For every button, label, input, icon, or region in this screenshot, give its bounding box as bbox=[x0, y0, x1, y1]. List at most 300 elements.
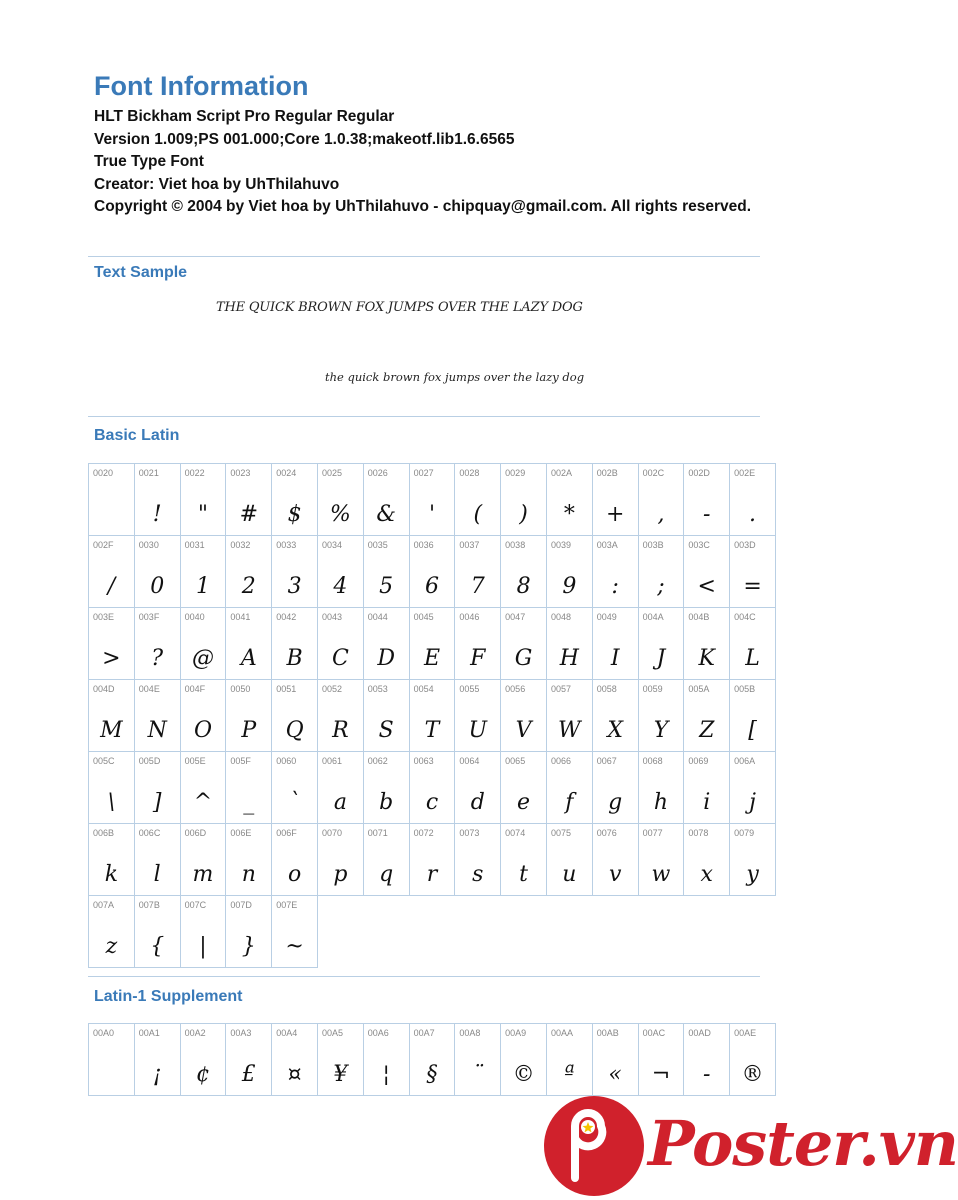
glyph-char: m bbox=[192, 862, 214, 887]
glyph-char: O bbox=[193, 718, 213, 743]
glyph-cell bbox=[180, 824, 226, 896]
glyph-code: 0071 bbox=[367, 828, 388, 838]
glyph-code: 005B bbox=[734, 684, 756, 694]
grid-row bbox=[89, 1024, 776, 1096]
glyph-code: 003F bbox=[138, 612, 160, 622]
glyph-code: 0051 bbox=[276, 684, 297, 694]
glyph-cell bbox=[272, 608, 318, 680]
glyph-cell bbox=[684, 464, 730, 536]
glyph-code: 0040 bbox=[184, 612, 205, 622]
glyph-char: i bbox=[703, 790, 711, 815]
glyph-code: 0060 bbox=[276, 756, 297, 766]
grid-row bbox=[89, 896, 776, 968]
glyph-cell bbox=[89, 536, 135, 608]
glyph-cell bbox=[134, 824, 180, 896]
glyph-char: Q bbox=[285, 718, 304, 743]
glyph-code: 0041 bbox=[230, 612, 251, 622]
glyph-code: 0022 bbox=[184, 468, 205, 478]
glyph-code: 0070 bbox=[321, 828, 343, 838]
glyph-char: 4 bbox=[333, 574, 348, 599]
basic-latin-grid bbox=[88, 463, 776, 968]
glyph-char: ¥ bbox=[333, 1062, 348, 1087]
glyph-code: 0055 bbox=[459, 684, 480, 694]
glyph-cell bbox=[180, 1024, 226, 1096]
glyph-cell bbox=[546, 680, 592, 752]
glyph-code: 002C bbox=[642, 468, 665, 478]
font-version: Version 1.009;PS 001.000;Core 1.0.38;makeotf.lib1.6.6565 bbox=[94, 130, 515, 148]
glyph-cell bbox=[317, 464, 363, 536]
glyph-char: s bbox=[472, 862, 484, 887]
glyph-code: 0065 bbox=[505, 756, 526, 766]
glyph-code: 006C bbox=[138, 828, 161, 838]
glyph-code: 0031 bbox=[184, 540, 205, 550]
glyph-char: [ bbox=[748, 718, 757, 743]
glyph-cell bbox=[363, 608, 409, 680]
glyph-cell bbox=[455, 824, 501, 896]
glyph-cell bbox=[592, 824, 638, 896]
divider bbox=[88, 256, 760, 257]
glyph-char: { bbox=[150, 934, 165, 959]
glyph-cell bbox=[638, 824, 684, 896]
glyph-cell bbox=[546, 752, 592, 824]
glyph-char: © bbox=[512, 1062, 535, 1087]
glyph-cell bbox=[546, 608, 592, 680]
empty-cell bbox=[684, 896, 730, 968]
glyph-code: 0039 bbox=[550, 540, 571, 550]
glyph-code: 004C bbox=[734, 612, 756, 622]
glyph-cell bbox=[409, 680, 455, 752]
glyph-char: 0 bbox=[150, 574, 165, 599]
glyph-cell bbox=[501, 536, 547, 608]
glyph-char: T bbox=[424, 718, 440, 743]
glyph-char: h bbox=[653, 790, 669, 815]
glyph-cell bbox=[180, 896, 226, 968]
glyph-cell bbox=[226, 1024, 272, 1096]
glyph-cell bbox=[317, 608, 363, 680]
glyph-cell bbox=[592, 536, 638, 608]
glyph-code: 007D bbox=[230, 900, 252, 910]
glyph-cell bbox=[89, 464, 135, 536]
glyph-code: 002B bbox=[596, 468, 618, 478]
glyph-char: U bbox=[468, 718, 488, 743]
glyph-char: g bbox=[608, 790, 623, 815]
glyph-code: 0034 bbox=[321, 540, 343, 550]
glyph-char: & bbox=[376, 502, 396, 527]
glyph-cell bbox=[546, 536, 592, 608]
glyph-cell bbox=[272, 464, 318, 536]
glyph-cell bbox=[730, 608, 776, 680]
glyph-code: 007A bbox=[93, 900, 115, 910]
glyph-code: 0038 bbox=[505, 540, 526, 550]
glyph-char: - bbox=[703, 502, 711, 527]
glyph-cell bbox=[501, 752, 547, 824]
glyph-code: 0045 bbox=[413, 612, 434, 622]
glyph-code: 0059 bbox=[642, 684, 663, 694]
glyph-char: x bbox=[700, 862, 713, 887]
basic-latin-heading: Basic Latin bbox=[94, 427, 180, 444]
glyph-char: q bbox=[379, 862, 394, 887]
glyph-char: > bbox=[102, 646, 121, 671]
glyph-char: ¡ bbox=[152, 1062, 162, 1087]
glyph-code: 007E bbox=[276, 900, 298, 910]
font-name: HLT Bickham Script Pro Regular Regular bbox=[94, 108, 395, 125]
glyph-char: Z bbox=[699, 718, 715, 743]
glyph-cell bbox=[409, 464, 455, 536]
glyph-code: 0030 bbox=[138, 540, 159, 550]
glyph-char: D bbox=[377, 646, 395, 671]
glyph-cell bbox=[134, 1024, 180, 1096]
glyph-cell bbox=[89, 824, 135, 896]
glyph-code: 004B bbox=[688, 612, 710, 622]
glyph-cell bbox=[730, 824, 776, 896]
grid-row bbox=[89, 752, 776, 824]
glyph-cell bbox=[89, 896, 135, 968]
glyph-cell bbox=[363, 752, 409, 824]
empty-cell bbox=[409, 896, 455, 968]
grid-row bbox=[89, 464, 776, 536]
glyph-code: 0068 bbox=[642, 756, 663, 766]
glyph-char: # bbox=[239, 502, 258, 527]
glyph-char: = bbox=[743, 574, 762, 599]
glyph-char: l bbox=[153, 862, 161, 887]
glyph-char: / bbox=[107, 574, 116, 599]
glyph-char: £ bbox=[241, 1062, 256, 1087]
glyph-code: 004E bbox=[138, 684, 160, 694]
glyph-code: 0075 bbox=[550, 828, 571, 838]
glyph-cell bbox=[592, 464, 638, 536]
glyph-cell bbox=[180, 680, 226, 752]
glyph-char: o bbox=[287, 862, 302, 887]
glyph-char: 6 bbox=[424, 574, 439, 599]
glyph-char: L bbox=[745, 646, 760, 671]
glyph-char: 1 bbox=[195, 574, 210, 599]
glyph-cell bbox=[592, 1024, 638, 1096]
glyph-cell bbox=[730, 1024, 776, 1096]
glyph-char: z bbox=[105, 934, 118, 959]
glyph-cell bbox=[180, 536, 226, 608]
grid-row bbox=[89, 536, 776, 608]
glyph-code: 005D bbox=[138, 756, 161, 766]
grid-row bbox=[89, 824, 776, 896]
glyph-code: 007B bbox=[138, 900, 160, 910]
glyph-char: V bbox=[515, 718, 532, 743]
glyph-code: 0054 bbox=[413, 684, 434, 694]
glyph-code: 0076 bbox=[596, 828, 617, 838]
glyph-char: S bbox=[378, 718, 394, 743]
glyph-char: t bbox=[519, 862, 528, 887]
glyph-cell bbox=[226, 896, 272, 968]
glyph-cell bbox=[455, 536, 501, 608]
page-title: Font Information bbox=[94, 71, 309, 101]
glyph-char: B bbox=[286, 646, 303, 671]
glyph-code: 0047 bbox=[505, 612, 526, 622]
glyph-char: 7 bbox=[470, 574, 485, 599]
glyph-char: ¦ bbox=[382, 1062, 390, 1087]
glyph-code: 002E bbox=[734, 468, 756, 478]
glyph-cell bbox=[363, 680, 409, 752]
glyph-code: 0048 bbox=[550, 612, 571, 622]
glyph-cell bbox=[501, 1024, 547, 1096]
glyph-code: 0072 bbox=[413, 828, 434, 838]
glyph-code: 0067 bbox=[596, 756, 617, 766]
glyph-char: * bbox=[563, 502, 575, 527]
font-copyright: Copyright © 2004 by Viet hoa by UhThilahuvo - chipquay@gmail.com. All rights reserved. bbox=[94, 198, 752, 215]
glyph-code: 0056 bbox=[505, 684, 526, 694]
glyph-char: a bbox=[333, 790, 347, 815]
glyph-code: 006A bbox=[734, 756, 756, 766]
glyph-code: 0021 bbox=[138, 468, 159, 478]
glyph-code: 004F bbox=[184, 684, 206, 694]
glyph-cell bbox=[180, 464, 226, 536]
text-sample-heading: Text Sample bbox=[94, 264, 188, 281]
glyph-char: < bbox=[697, 574, 716, 599]
glyph-code: 0062 bbox=[367, 756, 388, 766]
empty-cell bbox=[317, 896, 363, 968]
glyph-cell bbox=[409, 1024, 455, 1096]
glyph-cell bbox=[363, 464, 409, 536]
glyph-cell bbox=[317, 752, 363, 824]
glyph-cell bbox=[409, 824, 455, 896]
glyph-code: 0077 bbox=[642, 828, 663, 838]
glyph-cell bbox=[363, 536, 409, 608]
glyph-code: 002A bbox=[550, 468, 572, 478]
glyph-cell bbox=[134, 752, 180, 824]
glyph-cell bbox=[455, 680, 501, 752]
glyph-char: n bbox=[241, 862, 256, 887]
glyph-cell bbox=[638, 752, 684, 824]
glyph-cell bbox=[226, 824, 272, 896]
glyph-char: ) bbox=[519, 502, 528, 527]
glyph-code: 004D bbox=[93, 684, 115, 694]
glyph-code: 0044 bbox=[367, 612, 388, 622]
font-creator: Creator: Viet hoa by UhThilahuvo bbox=[94, 175, 340, 193]
glyph-cell bbox=[134, 536, 180, 608]
grid-row bbox=[89, 608, 776, 680]
glyph-cell bbox=[134, 464, 180, 536]
glyph-char: d bbox=[470, 790, 485, 815]
empty-cell bbox=[455, 896, 501, 968]
glyph-code: 0079 bbox=[734, 828, 755, 838]
glyph-char: 5 bbox=[379, 574, 394, 599]
glyph-code: 0035 bbox=[367, 540, 388, 550]
glyph-code: 00A3 bbox=[230, 1028, 252, 1038]
glyph-code: 00AD bbox=[688, 1028, 711, 1038]
glyph-code: 00A9 bbox=[505, 1028, 527, 1038]
glyph-cell bbox=[89, 1024, 135, 1096]
glyph-cell bbox=[455, 752, 501, 824]
glyph-code: 0046 bbox=[459, 612, 480, 622]
glyph-cell bbox=[730, 752, 776, 824]
p-pin-logo-icon bbox=[571, 1108, 605, 1178]
glyph-code: 0024 bbox=[276, 468, 297, 478]
latin1-heading: Latin-1 Supplement bbox=[94, 988, 243, 1005]
glyph-cell bbox=[226, 536, 272, 608]
glyph-cell bbox=[409, 536, 455, 608]
glyph-char: u bbox=[562, 862, 577, 887]
glyph-cell bbox=[501, 464, 547, 536]
glyph-cell bbox=[684, 680, 730, 752]
glyph-cell bbox=[89, 752, 135, 824]
glyph-code: 003D bbox=[734, 540, 756, 550]
glyph-code: 0027 bbox=[413, 468, 434, 478]
glyph-char: ! bbox=[152, 502, 162, 527]
glyph-code: 0064 bbox=[459, 756, 480, 766]
glyph-cell bbox=[180, 608, 226, 680]
glyph-cell bbox=[592, 752, 638, 824]
glyph-char: R bbox=[332, 718, 349, 743]
glyph-code: 00A6 bbox=[367, 1028, 389, 1038]
glyph-code: 004A bbox=[642, 612, 664, 622]
glyph-code: 005A bbox=[688, 684, 710, 694]
glyph-cell bbox=[638, 608, 684, 680]
glyph-code: 0042 bbox=[276, 612, 297, 622]
sample-lowercase: the quick brown fox jumps over the lazy dog bbox=[325, 370, 585, 384]
glyph-code: 0050 bbox=[230, 684, 251, 694]
glyph-char: K bbox=[698, 646, 715, 671]
empty-cell bbox=[592, 896, 638, 968]
glyph-code: 0053 bbox=[367, 684, 388, 694]
glyph-cell bbox=[317, 1024, 363, 1096]
glyph-cell bbox=[501, 824, 547, 896]
empty-cell bbox=[546, 896, 592, 968]
glyph-cell bbox=[317, 536, 363, 608]
glyph-code: 00A7 bbox=[413, 1028, 435, 1038]
glyph-char: 8 bbox=[516, 574, 531, 599]
sample-uppercase: THE QUICK BROWN FOX JUMPS OVER THE LAZY DOG bbox=[216, 300, 583, 315]
glyph-cell bbox=[638, 536, 684, 608]
glyph-code: 005C bbox=[93, 756, 115, 766]
glyph-code: 0052 bbox=[321, 684, 343, 694]
glyph-char: j bbox=[749, 790, 756, 815]
glyph-char: G bbox=[514, 646, 533, 671]
glyph-code: 006F bbox=[276, 828, 297, 838]
glyph-code: 0020 bbox=[93, 468, 114, 478]
glyph-code: 0028 bbox=[459, 468, 480, 478]
glyph-code: 005F bbox=[230, 756, 251, 766]
poster-vn-logo bbox=[544, 1096, 958, 1200]
glyph-code: 00A0 bbox=[93, 1028, 115, 1038]
glyph-char: , bbox=[657, 502, 665, 527]
glyph-code: 006B bbox=[93, 828, 115, 838]
glyph-code: 007C bbox=[184, 900, 207, 910]
glyph-cell bbox=[409, 608, 455, 680]
glyph-char: \ bbox=[107, 790, 116, 815]
glyph-code: 00A2 bbox=[184, 1028, 206, 1038]
divider bbox=[88, 976, 760, 977]
glyph-char: $ bbox=[287, 502, 302, 527]
glyph-char: ª bbox=[564, 1062, 575, 1087]
glyph-char: ] bbox=[152, 790, 162, 815]
glyph-cell bbox=[89, 680, 135, 752]
glyph-cell bbox=[501, 680, 547, 752]
glyph-cell bbox=[546, 1024, 592, 1096]
glyph-char: I bbox=[610, 646, 620, 671]
glyph-cell bbox=[455, 1024, 501, 1096]
logo-text: Poster.vn bbox=[648, 1107, 958, 1180]
glyph-char: ( bbox=[473, 502, 483, 527]
glyph-cell bbox=[226, 464, 272, 536]
glyph-char: e bbox=[517, 790, 531, 815]
glyph-cell bbox=[638, 680, 684, 752]
glyph-code: 005E bbox=[184, 756, 206, 766]
glyph-cell bbox=[455, 608, 501, 680]
glyph-char: ? bbox=[151, 646, 164, 671]
glyph-char: y bbox=[746, 862, 759, 887]
glyph-char: C bbox=[331, 646, 349, 671]
glyph-char: | bbox=[199, 934, 207, 959]
glyph-cell bbox=[638, 464, 684, 536]
glyph-char: W bbox=[558, 718, 581, 743]
glyph-char: 2 bbox=[241, 574, 256, 599]
glyph-cell bbox=[501, 608, 547, 680]
glyph-cell bbox=[363, 824, 409, 896]
glyph-char: X bbox=[607, 718, 623, 743]
glyph-cell bbox=[272, 536, 318, 608]
glyph-char: b bbox=[379, 790, 394, 815]
glyph-char: ¬ bbox=[651, 1062, 671, 1087]
glyph-cell bbox=[272, 896, 318, 968]
glyph-char: ¨ bbox=[472, 1062, 484, 1087]
glyph-code: 0069 bbox=[688, 756, 709, 766]
glyph-code: 0025 bbox=[321, 468, 343, 478]
glyph-cell bbox=[592, 608, 638, 680]
glyph-cell bbox=[226, 608, 272, 680]
glyph-char: § bbox=[426, 1062, 438, 1087]
glyph-code: 0032 bbox=[230, 540, 251, 550]
glyph-char: M bbox=[100, 718, 123, 743]
glyph-cell bbox=[684, 824, 730, 896]
glyph-char: ® bbox=[741, 1062, 764, 1087]
glyph-char: ~ bbox=[285, 934, 304, 959]
glyph-cell bbox=[409, 752, 455, 824]
latin1-grid bbox=[88, 1023, 776, 1096]
font-type: True Type Font bbox=[94, 153, 204, 170]
glyph-char: ; bbox=[657, 574, 665, 599]
glyph-cell bbox=[363, 1024, 409, 1096]
glyph-char: P bbox=[241, 718, 257, 743]
glyph-code: 003A bbox=[596, 540, 618, 550]
glyph-code: 0061 bbox=[321, 756, 343, 766]
glyph-code: 0037 bbox=[459, 540, 480, 550]
font-info-header bbox=[94, 70, 774, 219]
glyph-char: H bbox=[559, 646, 579, 671]
grid-row bbox=[89, 680, 776, 752]
glyph-char: c bbox=[425, 790, 439, 815]
glyph-char: 3 bbox=[287, 574, 302, 599]
glyph-char: + bbox=[605, 502, 625, 527]
glyph-cell bbox=[684, 536, 730, 608]
glyph-code: 0049 bbox=[596, 612, 617, 622]
glyph-code: 00A5 bbox=[321, 1028, 344, 1038]
glyph-char: Y bbox=[653, 718, 669, 743]
glyph-code: 003C bbox=[688, 540, 710, 550]
glyph-char: A bbox=[240, 646, 257, 671]
glyph-code: 0078 bbox=[688, 828, 709, 838]
glyph-cell bbox=[730, 680, 776, 752]
glyph-cell bbox=[272, 680, 318, 752]
glyph-code: 0058 bbox=[596, 684, 617, 694]
glyph-cell bbox=[730, 536, 776, 608]
glyph-char: p bbox=[333, 862, 348, 887]
glyph-code: 00A1 bbox=[138, 1028, 160, 1038]
glyph-char: w bbox=[651, 862, 671, 887]
glyph-code: 0026 bbox=[367, 468, 388, 478]
glyph-char: } bbox=[241, 934, 256, 959]
glyph-code: 0036 bbox=[413, 540, 434, 550]
empty-cell bbox=[730, 896, 776, 968]
glyph-char: : bbox=[611, 574, 619, 599]
glyph-char: k bbox=[104, 862, 119, 887]
